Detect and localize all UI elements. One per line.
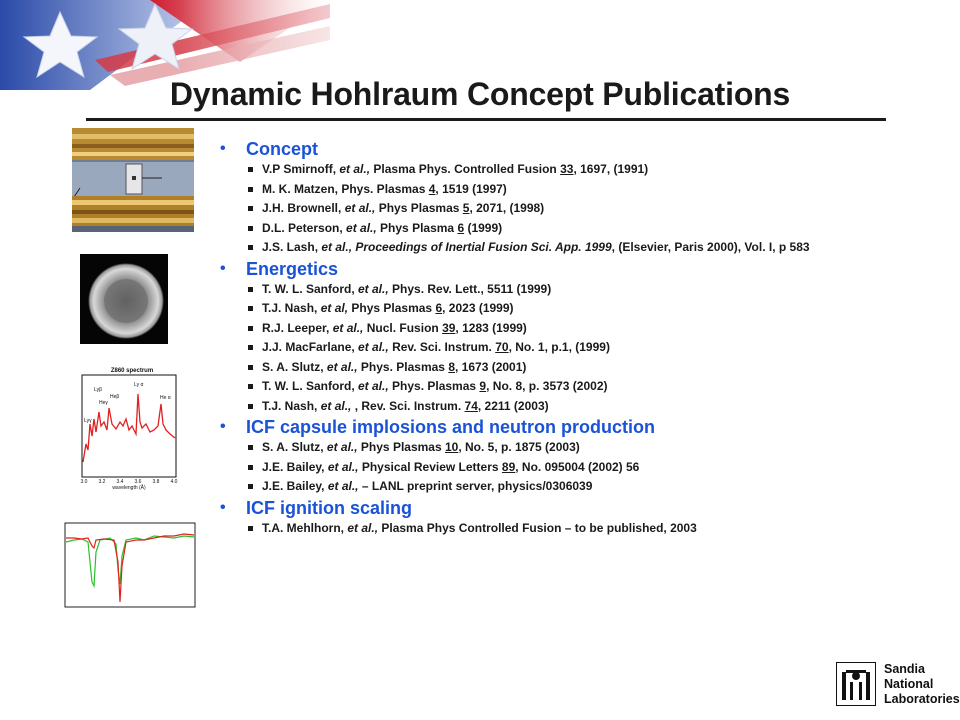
citation-text: , No. 095004 (2002) 56 — [515, 459, 640, 474]
publication-item — [220, 438, 860, 458]
citation-text: J.H. Brownell, — [262, 201, 345, 215]
square-bullet-icon — [248, 465, 253, 470]
citation-text: , 1673 (2001) — [455, 359, 527, 374]
citation-text: T. W. L. Sanford, — [262, 379, 358, 393]
spectrum-plot — [76, 364, 180, 490]
citation-text: , 1697, (1991) — [573, 162, 649, 176]
capsule-xray-image — [80, 254, 168, 344]
citation-text: Phys Plasmas — [348, 301, 436, 315]
citation-text: et al., — [346, 220, 377, 235]
volume-number: 10 — [444, 440, 459, 454]
citation-text: et al., — [332, 320, 364, 335]
section-heading-text: Energetics — [246, 258, 339, 279]
citation-text: , Rev. Sci. Instrum. — [351, 398, 465, 413]
spectrum-title: Z860 spectrum — [110, 368, 154, 374]
citation-text: – LANL preprint server, physics/0306039 — [358, 479, 593, 493]
square-bullet-icon — [248, 187, 253, 192]
spectrum-xlabel: wavelength (Å) — [112, 485, 146, 490]
publication-list — [220, 138, 860, 538]
citation-text: Phys. Plasmas — [357, 359, 449, 374]
x-tick-label: 3.0 — [80, 479, 88, 485]
citation-text: Plasma Phys Controlled Fusion – to be published, 2003 — [378, 520, 697, 535]
square-bullet-icon — [248, 326, 253, 331]
section-heading — [220, 497, 860, 519]
citation-text: et al., Proceedings of Inertial Fusion Sci. App. 1999 — [321, 240, 612, 254]
x-tick-label: 4.0 — [170, 479, 178, 485]
thunderbird-icon — [836, 662, 876, 706]
square-bullet-icon — [248, 167, 253, 172]
citation-text: Physical Review Letters — [358, 459, 502, 474]
volume-number: 74 — [464, 398, 478, 413]
volume-number: 5 — [462, 201, 470, 215]
volume-number: 39 — [442, 320, 456, 335]
citation-text: R.J. Leeper, — [262, 320, 333, 335]
citation-text: Phys Plasmas — [375, 201, 463, 215]
citation-text: V.P Smirnoff, — [262, 162, 340, 176]
line-label-heg: Heγ — [99, 400, 108, 406]
citation-text: J.E. Bailey, — [262, 479, 328, 493]
citation-text: T.J. Nash, — [262, 398, 321, 413]
citation-text: Phys. Rev. Lett., 5511 (1999) — [388, 281, 552, 296]
citation-text: , (Elsevier, Paris 2000), Vol. I, p 583 — [611, 240, 810, 254]
publication-item — [220, 219, 860, 239]
publication-item — [220, 519, 860, 539]
citation-text: T. W. L. Sanford, — [262, 281, 358, 296]
citation-text: S. A. Slutz, — [262, 440, 327, 454]
section-heading-text: ICF ignition scaling — [246, 497, 412, 518]
publication-item — [220, 477, 860, 497]
square-bullet-icon — [248, 365, 253, 370]
citation-text: J.S. Lash, — [262, 240, 322, 254]
citation-text: et al., — [358, 379, 389, 393]
x-tick-label: 3.6 — [134, 479, 142, 485]
citation-text: , No. 1, p.1, (1999) — [508, 340, 610, 354]
citation-text: et al., — [358, 281, 389, 296]
square-bullet-icon — [248, 206, 253, 211]
publication-item — [220, 319, 860, 339]
volume-number: 4 — [428, 181, 436, 196]
hohlraum-hardware-photo — [72, 128, 194, 232]
section-0 — [220, 138, 860, 258]
volume-number: 9 — [479, 379, 487, 393]
publication-item — [220, 160, 860, 180]
publication-item — [220, 180, 860, 200]
citation-text: S. A. Slutz, — [262, 359, 327, 374]
section-1 — [220, 258, 860, 417]
publication-item — [220, 238, 860, 258]
square-bullet-icon — [248, 526, 253, 531]
square-bullet-icon — [248, 484, 253, 489]
line-label-lyg: Lyγ — [84, 418, 92, 424]
citation-text: Plasma Phys. Controlled Fusion — [370, 162, 561, 176]
publication-item — [220, 397, 860, 417]
section-heading — [220, 416, 860, 438]
logo-line-1: Sandia — [884, 662, 925, 676]
publication-item — [220, 377, 860, 397]
citation-text: M. K. Matzen, Phys. Plasmas — [262, 181, 429, 196]
citation-text: Phys Plasmas — [357, 440, 445, 454]
square-bullet-icon — [248, 384, 253, 389]
volume-number: 6 — [457, 220, 465, 235]
citation-text: et al, — [320, 301, 349, 315]
section-2 — [220, 416, 860, 497]
bullet-dot-icon: • — [220, 140, 226, 157]
bullet-dot-icon: • — [220, 259, 226, 277]
sandia-logo — [836, 662, 960, 714]
publication-item — [220, 358, 860, 378]
square-bullet-icon — [248, 287, 253, 292]
absorption-plot — [64, 522, 196, 608]
square-bullet-icon — [248, 445, 253, 450]
x-tick-label: 3.4 — [116, 479, 124, 485]
citation-text: , No. 8, p. 3573 (2002) — [486, 379, 608, 393]
bullet-dot-icon: • — [220, 418, 226, 435]
citation-text: et al., — [320, 398, 352, 413]
section-3 — [220, 497, 860, 539]
citation-text: et al., — [326, 359, 358, 374]
line-label-hea: He α — [160, 395, 171, 401]
volume-number: 6 — [435, 301, 443, 315]
publication-item — [220, 299, 860, 319]
citation-text: et al., — [326, 440, 358, 454]
square-bullet-icon — [248, 345, 253, 350]
square-bullet-icon — [248, 245, 253, 250]
citation-text: T.J. Nash, — [262, 301, 321, 315]
line-label-heb: Heβ — [110, 394, 120, 400]
citation-text: (1999) — [464, 220, 503, 235]
citation-text: T.A. Mehlhorn, — [262, 520, 348, 535]
publication-item — [220, 199, 860, 219]
volume-number: 89 — [501, 459, 516, 474]
title-divider — [86, 118, 886, 121]
square-bullet-icon — [248, 306, 253, 311]
logo-line-2: National — [884, 677, 934, 691]
page-title: Dynamic Hohlraum Concept Publications — [169, 76, 791, 112]
citation-text: , 2211 (2003) — [477, 398, 549, 413]
citation-text: J.J. MacFarlane, — [262, 340, 359, 354]
citation-text: et al., — [339, 162, 371, 176]
citation-text: , 1283 (1999) — [455, 320, 527, 335]
line-label-lyb: Lyβ — [94, 387, 102, 393]
citation-text: , 1519 (1997) — [435, 181, 507, 196]
citation-text: , 2071, (1998) — [469, 201, 545, 215]
logo-line-3: Laboratories — [884, 692, 960, 706]
line-label-lya: Ly α — [134, 382, 144, 388]
citation-text: , No. 5, p. 1875 (2003) — [458, 440, 580, 454]
citation-text: et al., — [358, 340, 389, 354]
volume-number: 8 — [448, 359, 456, 374]
citation-text: Phys. Plasmas — [388, 379, 480, 393]
citation-text: J.E. Bailey, — [262, 459, 328, 474]
citation-text: Nucl. Fusion — [363, 320, 443, 335]
publication-item — [220, 458, 860, 478]
citation-text: , 2023 (1999) — [442, 301, 514, 315]
section-heading — [220, 138, 860, 160]
volume-number: 70 — [495, 340, 509, 354]
publication-item — [220, 280, 860, 300]
square-bullet-icon — [248, 226, 253, 231]
volume-number: 33 — [560, 162, 574, 176]
square-bullet-icon — [248, 404, 253, 409]
citation-text: et al., — [327, 479, 359, 493]
citation-text: et al., — [327, 459, 359, 474]
citation-text: Phys Plasma — [376, 220, 458, 235]
publication-item — [220, 338, 860, 358]
citation-text: D.L. Peterson, — [262, 220, 347, 235]
x-tick-label: 3.2 — [98, 479, 106, 485]
section-heading — [220, 258, 860, 280]
section-heading-text: Concept — [246, 139, 318, 159]
citation-text: et al., — [347, 520, 379, 535]
x-tick-label: 3.8 — [152, 479, 160, 485]
section-heading-text: ICF capsule implosions and neutron production — [246, 417, 656, 437]
bullet-dot-icon: • — [220, 498, 226, 516]
citation-text: et al., — [344, 201, 376, 215]
citation-text: Rev. Sci. Instrum. — [388, 340, 496, 354]
